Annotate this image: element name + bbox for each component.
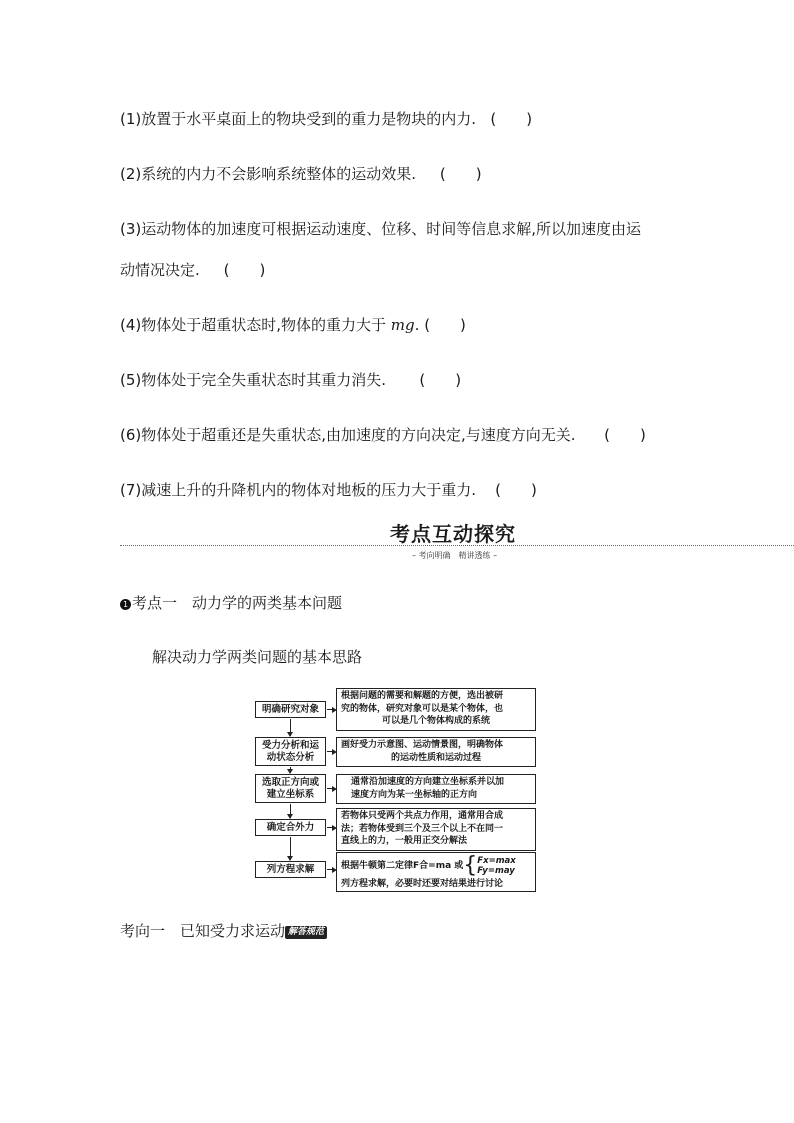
answer-blank: ( ) <box>604 426 646 444</box>
answer-blank: ( ) <box>490 110 533 128</box>
question-3-continued <box>120 260 265 280</box>
answer-blank: ( ) <box>223 261 266 279</box>
brace-icon: { <box>463 853 478 878</box>
question-text: (4)物体处于超重状态时,物体的重力大于 <box>120 316 391 334</box>
question-2 <box>120 164 482 184</box>
equation-system <box>477 856 516 876</box>
detail-line: 根据问题的需要和解题的方便，选出被研 <box>341 691 504 701</box>
intro-text: 解决动力学两类问题的基本思路 <box>152 648 363 666</box>
answer-blank: ( ) <box>419 371 462 389</box>
detail-line: 速度方向为某一坐标轴的正方向 <box>351 789 478 800</box>
question-text: . <box>414 316 420 334</box>
question-6 <box>120 425 646 445</box>
math-symbol: mg <box>390 316 415 334</box>
flow-step-label: 受力分析和运动状态分析 <box>255 737 326 766</box>
question-text: (7)减速上升的升降机内的物体对地板的压力大于重力. <box>120 481 477 499</box>
detail-line: 可以是几个物体构成的系统 <box>381 716 490 726</box>
arrow-right-icon <box>327 869 335 870</box>
question-text: (2)系统的内力不会影响系统整体的运动效果. <box>120 165 417 183</box>
detail-line: 通常沿加速度的方向建立坐标系并以加 <box>351 777 505 787</box>
arrow-right-icon <box>327 751 335 752</box>
flow-step-detail <box>336 737 536 767</box>
arrow-down-icon <box>290 767 291 773</box>
arrow-down-icon <box>290 719 291 736</box>
question-text: (5)物体处于完全失重状态时其重力消失. <box>120 371 387 389</box>
dotted-divider <box>120 545 794 546</box>
detail-line: 的运动性质和运动过程 <box>390 752 481 763</box>
arrow-right-icon <box>327 827 335 828</box>
answer-blank: ( ) <box>439 165 482 183</box>
flow-step-detail <box>336 774 536 804</box>
question-text: 动情况决定. <box>120 261 200 279</box>
topic-text: 考点一 动力学的两类基本问题 <box>132 594 343 612</box>
direction-text: 考向一 已知受力求运动 <box>120 922 286 940</box>
question-4 <box>120 315 466 335</box>
answer-blank: ( ) <box>424 316 466 334</box>
equation-line: Fx=max <box>477 856 516 866</box>
question-text: (3)运动物体的加速度可根据运动速度、位移、时间等信息求解,所以加速度由运 <box>120 220 642 238</box>
answer-standard-badge: 解答规范 <box>285 926 327 939</box>
flow-step-detail <box>336 808 536 851</box>
question-1 <box>120 109 532 129</box>
number-bullet-icon: 1 <box>120 599 131 610</box>
question-7 <box>120 480 537 500</box>
answer-blank: ( ) <box>495 481 537 499</box>
arrow-right-icon <box>327 709 335 710</box>
flow-step-label: 列方程求解 <box>255 861 326 878</box>
detail-line: 若物体只受两个共点力作用，通常用合成 <box>341 811 504 821</box>
detail-line: 根据牛顿第二定律F合=ma 或 <box>341 860 464 871</box>
section-subtitle: – 考向明确 精讲透练 – <box>412 551 498 560</box>
equation-line: Fy=may <box>477 866 515 876</box>
flow-step-label: 选取正方向或建立坐标系 <box>255 774 326 803</box>
flow-step-detail <box>336 688 536 731</box>
arrow-down-icon <box>290 804 291 818</box>
question-5 <box>120 370 461 390</box>
detail-line: 画好受力示意图、运动情景图，明确物体 <box>341 740 504 750</box>
arrow-right-icon <box>327 788 335 789</box>
flowchart <box>255 688 537 894</box>
question-text: (6)物体处于超重还是失重状态,由加速度的方向决定,与速度方向无关. <box>120 426 576 444</box>
arrow-down-icon <box>290 837 291 860</box>
question-3 <box>120 219 641 239</box>
question-text: (1)放置于水平桌面上的物块受到的重力是物块的内力. <box>120 110 477 128</box>
section-title: 考点互动探究 <box>390 522 516 546</box>
detail-line: 列方程求解，必要时还要对结果进行讨论 <box>341 879 504 889</box>
flow-step-label: 明确研究对象 <box>255 701 326 718</box>
detail-line: 直线上的力，一般用正交分解法 <box>341 836 468 846</box>
detail-line: 法；若物体受到三个及三个以上不在同一 <box>341 823 504 834</box>
detail-line: 究的物体，研究对象可以是某个物体，也 <box>341 703 504 714</box>
flow-step-detail <box>336 852 536 892</box>
direction-heading <box>120 920 327 941</box>
flow-step-label: 确定合外力 <box>255 819 326 836</box>
topic-heading <box>120 592 342 613</box>
